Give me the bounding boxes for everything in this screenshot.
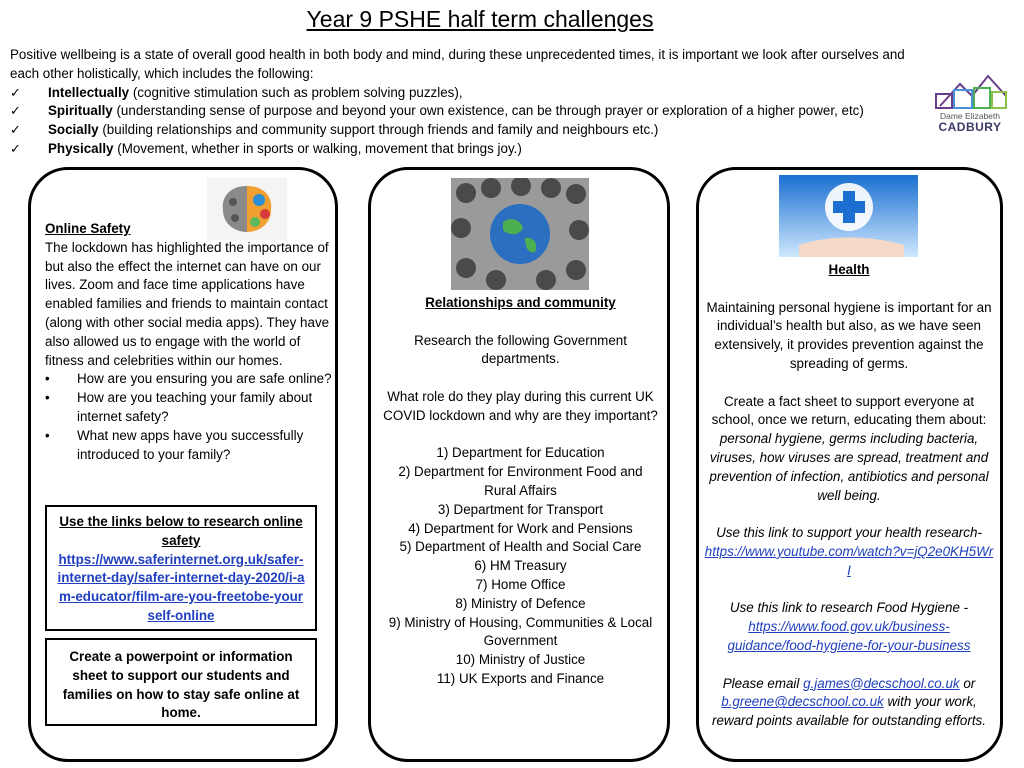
youtube-link[interactable]: https://www.youtube.com/watch?v=jQ2e0KH5WrI — [704, 543, 994, 578]
check-icon: ✓ — [10, 140, 21, 156]
food-hygiene-link[interactable]: https://www.food.gov.uk/business-guidance/food-hygiene-for-your-business — [727, 619, 971, 653]
relationships-intro: Research the following Government departments. — [414, 332, 627, 367]
logo-line1: Dame Elizabeth — [939, 111, 1000, 121]
relationships-text — [383, 294, 658, 689]
online-safety-questions — [45, 370, 333, 464]
email-link-greene[interactable]: b.greene@decschool.co.uk — [721, 694, 884, 710]
relationships-question: What role do they play during this current UK COVID lockdown and why are they important? — [383, 388, 658, 423]
online-safety-heading: Online Safety — [45, 221, 131, 236]
email-link-james[interactable]: g.james@decschool.co.uk — [803, 675, 960, 691]
item-term: Intellectually — [48, 84, 130, 100]
list-item — [10, 102, 930, 121]
medical-cross-image — [779, 175, 918, 257]
check-icon: ✓ — [10, 84, 21, 100]
safer-internet-link[interactable]: https://www.saferinternet.org.uk/safer-internet-day/safer-internet-day-2020/i-am-educator/film-are-you-freetobe-yourself-online — [57, 551, 305, 623]
list-item: 3) Department for Transport — [437, 501, 604, 517]
list-item: 5) Department of Health and Social Care — [399, 539, 642, 555]
links-heading: Use the links below to research online safety — [59, 514, 303, 548]
list-item: 9) Ministry of Housing, Communities & Local Government — [388, 614, 653, 649]
item-term: Physically — [48, 140, 114, 156]
list-item: • How are you teaching your family about internet safety? — [45, 389, 333, 427]
list-item: 7) Home Office — [475, 576, 566, 592]
check-icon: ✓ — [10, 103, 21, 119]
list-item: 10) Ministry of Justice — [455, 652, 586, 668]
item-term: Socially — [48, 122, 99, 138]
list-item — [10, 121, 930, 140]
list-item: 11) UK Exports and Finance — [436, 670, 605, 686]
wellbeing-list — [10, 84, 930, 159]
list-item: 2) Department for Environment Food and Rural Affairs — [398, 464, 643, 498]
relationships-heading: Relationships and community — [425, 295, 616, 310]
item-desc: (cognitive stimulation such as problem solving puzzles), — [129, 84, 463, 100]
item-desc: (building relationships and community support through friends and family and neighbours etc.) — [98, 122, 659, 138]
list-item: 4) Department for Work and Pensions — [408, 520, 633, 536]
globe-people-image — [451, 178, 589, 290]
health-task — [704, 393, 994, 506]
email-instructions — [704, 675, 994, 731]
list-item: 1) Department for Education — [436, 445, 605, 461]
task-box — [45, 638, 317, 726]
email-or: or — [959, 675, 976, 691]
health-link1-label: Use this link to support your health research- — [716, 525, 982, 541]
logo-line2: CADBURY — [938, 120, 1002, 134]
list-item — [10, 140, 930, 159]
health-task-start: Create a fact sheet to support everyone at school, once we return, educating them about: — [711, 393, 987, 428]
online-safety-body: The lockdown has highlighted the importance of but also the effect the internet can have on our lives. Zoom and face time applications have enabled families and friends to maintain contact (along with other social media apps). They have also allowed us to engage with the world of fitness and celebrities within our homes. — [45, 239, 330, 368]
intro-section — [10, 46, 930, 159]
health-link2-label: Use this link to research Food Hygiene - — [729, 600, 969, 616]
list-item: 8) Ministry of Defence — [455, 595, 586, 611]
health-body: Maintaining personal hygiene is important for an individual’s health but also, as we have seen extensively, it provides prevention against the spreading of germs. — [706, 299, 992, 371]
email-end: with your work, reward points available for outstanding efforts. — [712, 694, 986, 729]
intro-text: Positive wellbeing is a state of overall good health in both body and mind, during these unprecedented times, it is important we look after ourselves and each other holistically, which includes the following: — [10, 47, 905, 81]
health-heading: Health — [828, 262, 870, 277]
item-desc: (Movement, whether in sports or walking, movement that brings joy.) — [113, 140, 522, 156]
page-title: Year 9 PSHE half term challenges — [306, 6, 654, 32]
check-icon: ✓ — [10, 122, 21, 138]
online-safety-text — [45, 220, 333, 464]
health-task-topics: personal hygiene, germs including bacteria, viruses, how viruses are spread, treatment and prevention of infection, antibiotics and personal well being. — [709, 431, 989, 503]
list-item: • How are you ensuring you are safe online? — [45, 370, 333, 389]
health-text — [704, 261, 994, 731]
links-box — [45, 505, 317, 631]
item-term: Spiritually — [48, 103, 113, 119]
list-item — [10, 84, 930, 103]
online-task: Create a powerpoint or information sheet to support our students and families on how to stay safe online at home. — [62, 649, 300, 721]
email-start: Please email — [722, 675, 804, 691]
list-item: • What new apps have you successfully introduced to your family? — [45, 427, 333, 465]
item-desc: (understanding sense of purpose and beyond your own existence, can be through prayer or exploration of a higher power, etc) — [112, 103, 864, 119]
list-item: 6) HM Treasury — [474, 558, 567, 574]
